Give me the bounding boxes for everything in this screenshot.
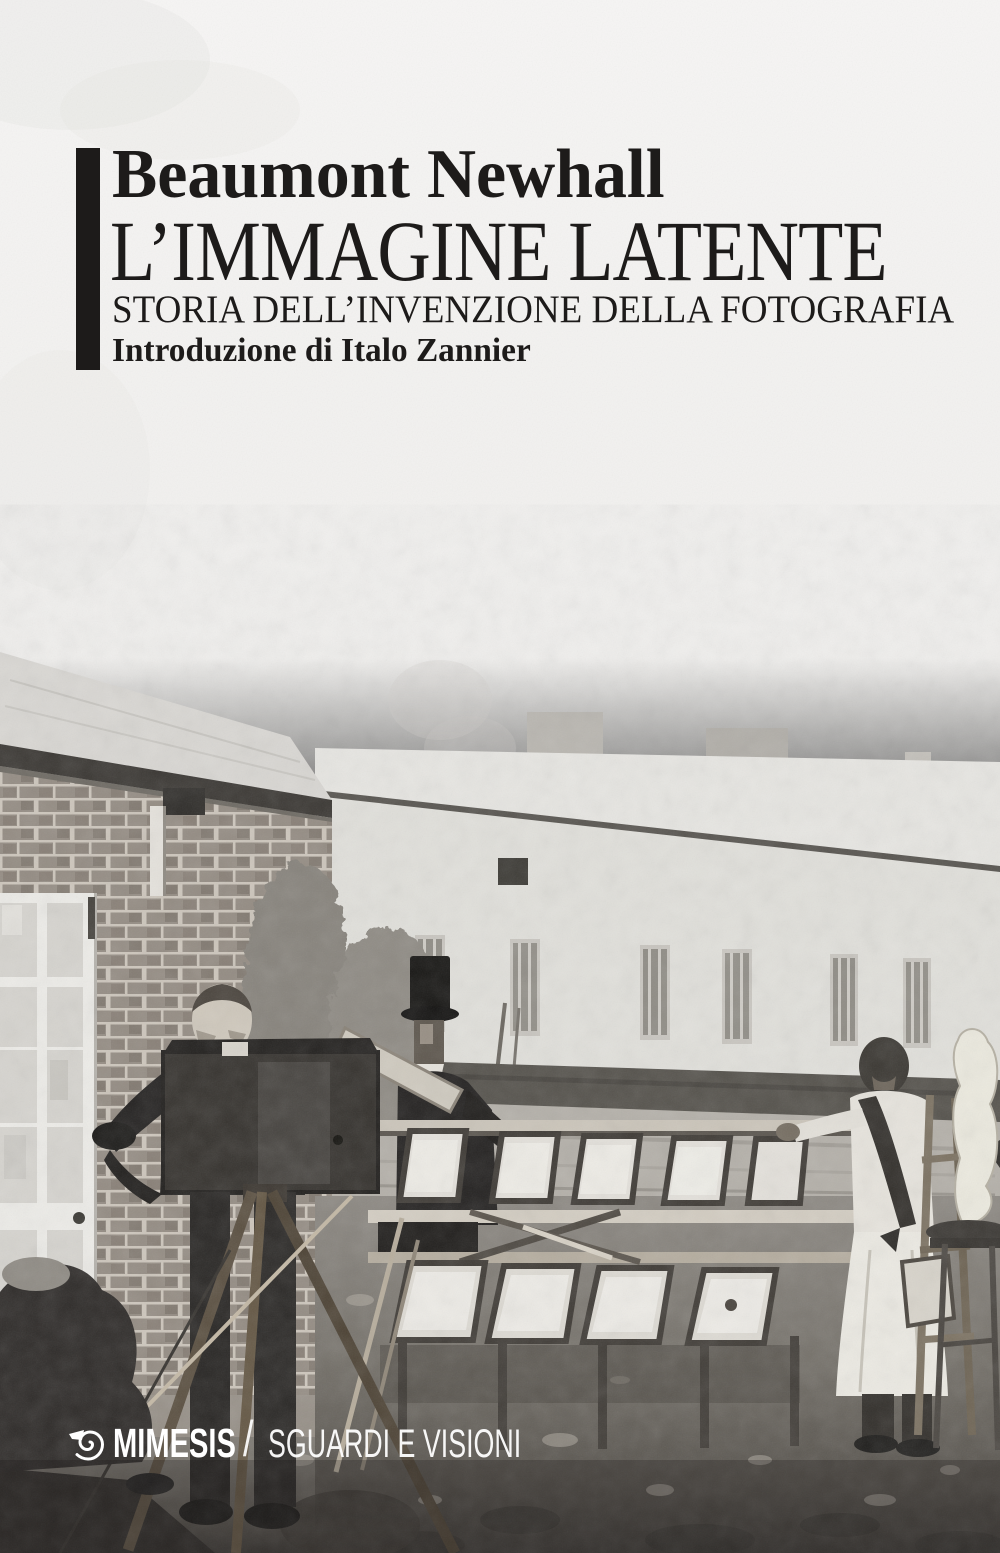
book-author: Beaumont Newhall <box>112 136 665 213</box>
publisher-series-separator: / <box>243 1411 254 1467</box>
publisher-name: MIMESIS <box>113 1420 236 1466</box>
book-subtitle: STORIA DELL’INVENZIONE DELLA FOTOGRAFIA <box>112 288 955 331</box>
book-introduction: Introduzione di Italo Zannier <box>112 332 531 369</box>
mimesis-spiral-elephant-icon <box>68 1421 110 1463</box>
title-accent-bar <box>76 148 100 370</box>
series-name: SGUARDI E VISIONI <box>268 1422 522 1466</box>
book-title: L’IMMAGINE LATENTE <box>110 203 887 299</box>
